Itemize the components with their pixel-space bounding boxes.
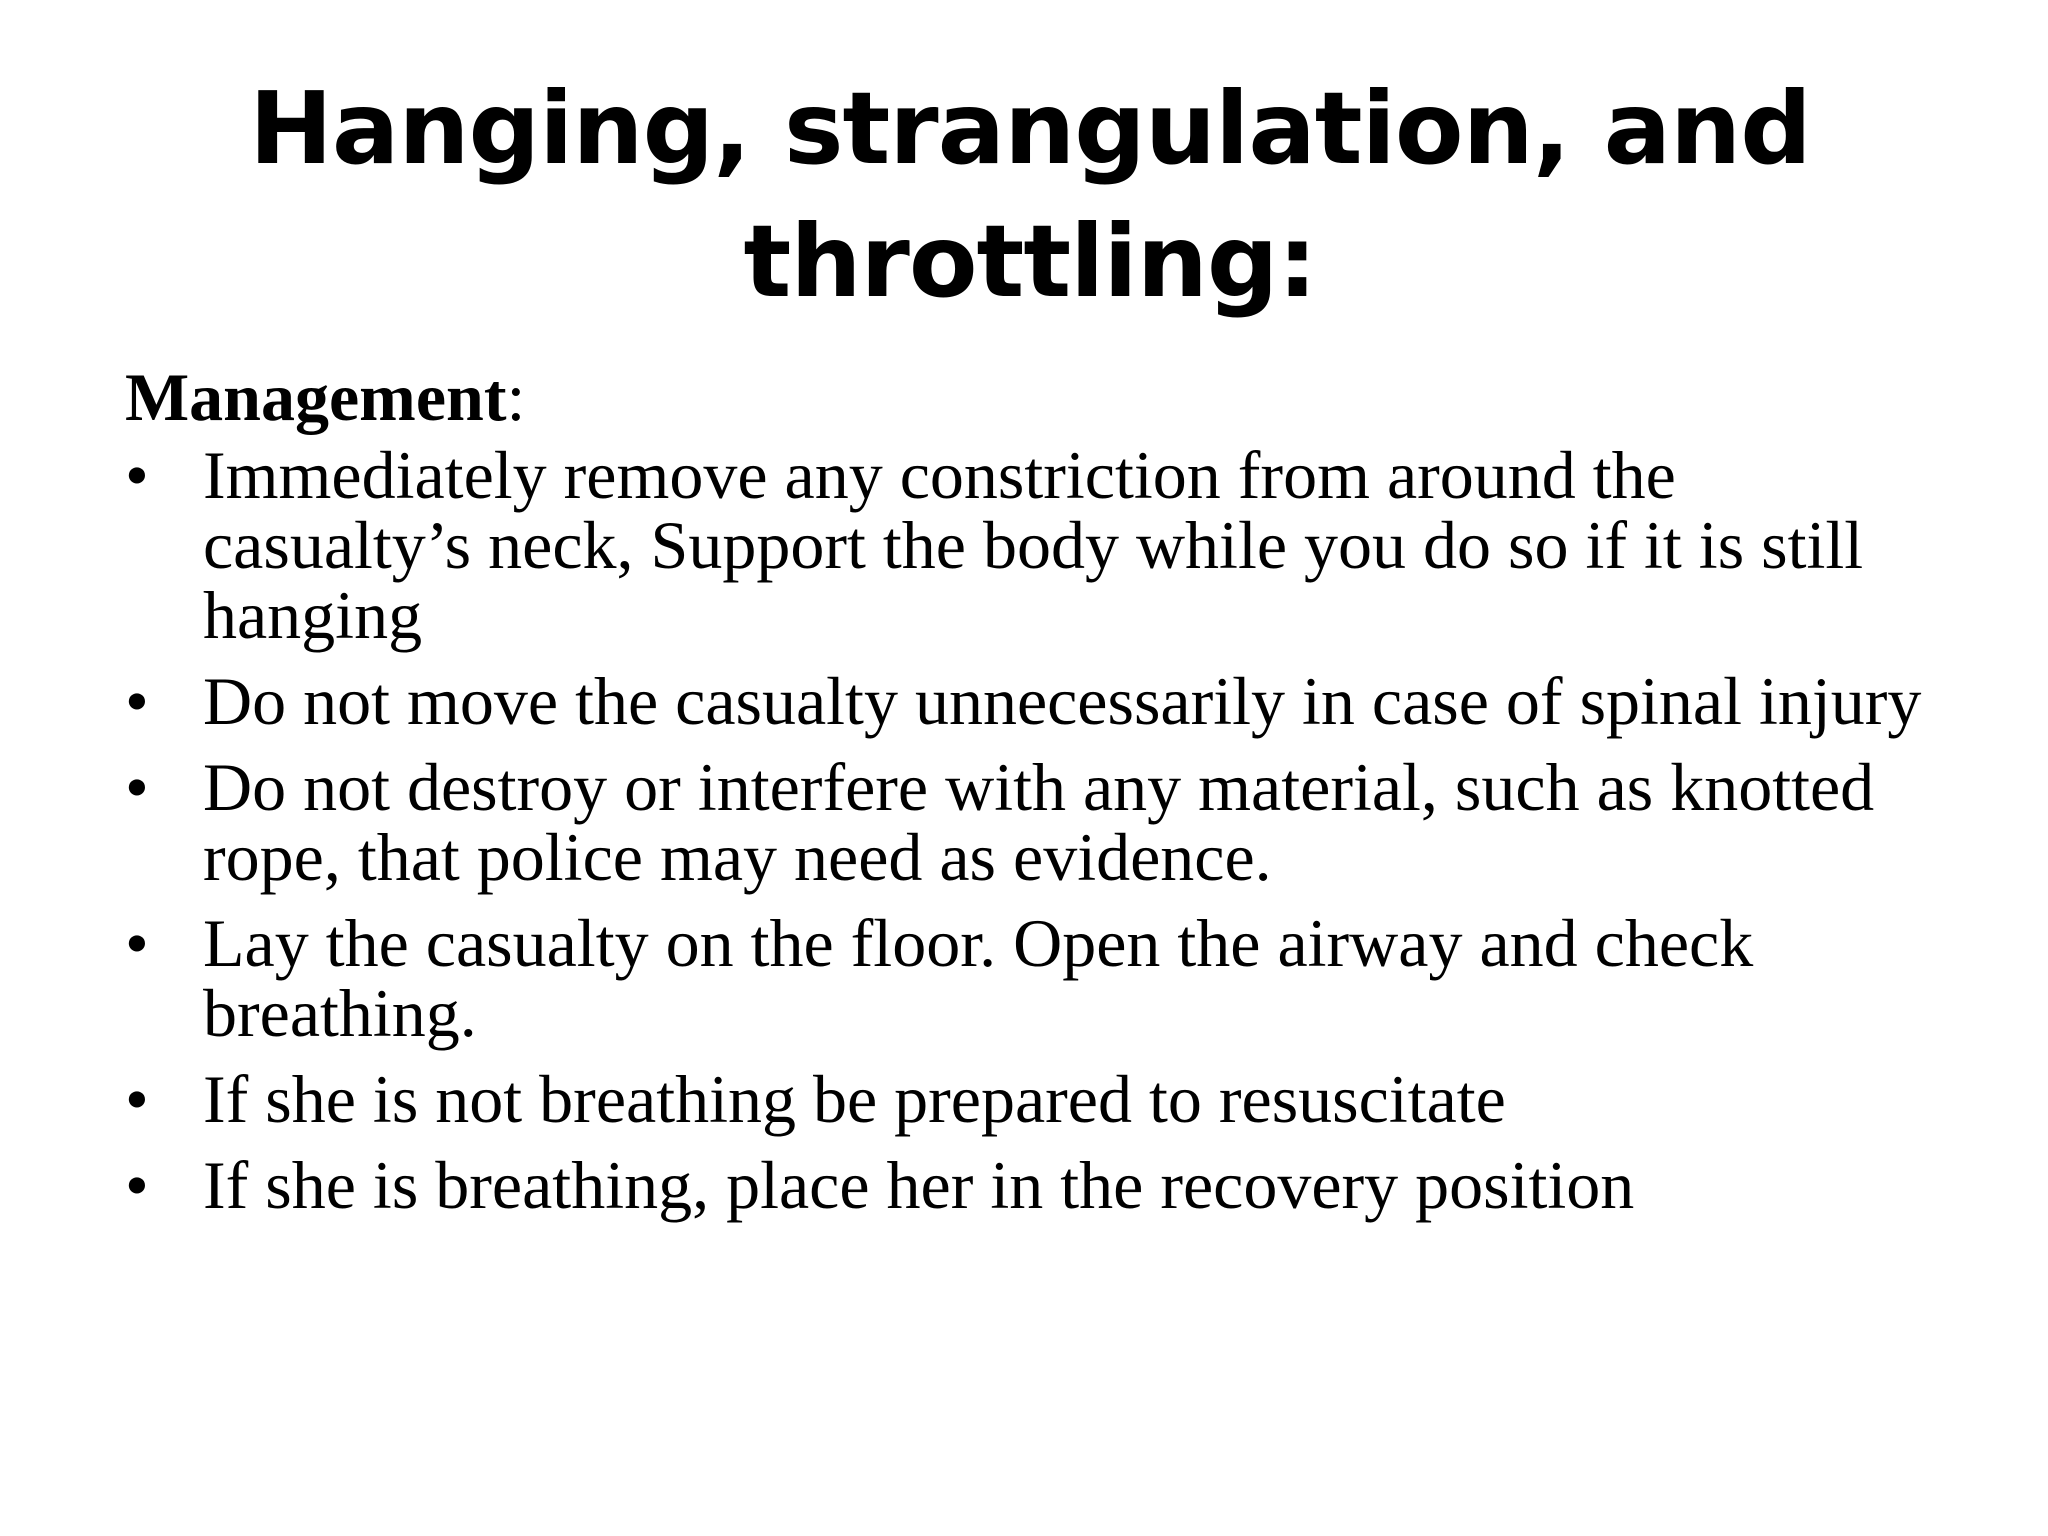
list-item-text: Do not move the casualty unnecessarily in case of spinal injury bbox=[203, 663, 1922, 739]
list-item bbox=[125, 905, 1955, 1051]
list-item-text: Do not destroy or interfere with any material, such as knotted rope, that police may need as evidence. bbox=[203, 749, 1875, 895]
bullet-icon: • bbox=[125, 749, 149, 825]
list-item bbox=[125, 437, 1955, 653]
list-item bbox=[125, 1147, 1955, 1223]
bullet-icon: • bbox=[125, 1061, 149, 1137]
list-item-text: If she is breathing, place her in the recovery position bbox=[203, 1147, 1635, 1223]
bullet-icon: • bbox=[125, 663, 149, 739]
bullet-icon: • bbox=[125, 437, 149, 513]
list-item bbox=[125, 663, 1955, 739]
slide-body bbox=[125, 359, 1955, 1236]
bullet-icon: • bbox=[125, 1147, 149, 1223]
management-list bbox=[125, 437, 1955, 1223]
list-item-text: If she is not breathing be prepared to resuscitate bbox=[203, 1061, 1506, 1137]
list-item-text: Immediately remove any constriction from around the casualty’s neck, Support the body while you do so if it is still hanging bbox=[203, 437, 1864, 653]
list-item bbox=[125, 1061, 1955, 1137]
list-item-text: Lay the casualty on the floor. Open the airway and check breathing. bbox=[203, 905, 1754, 1051]
management-heading bbox=[125, 359, 1955, 435]
management-heading-label: Management bbox=[125, 359, 507, 435]
slide-title: Hanging, strangulation, and throttling: bbox=[249, 70, 1811, 320]
management-heading-colon: : bbox=[506, 359, 526, 435]
bullet-icon: • bbox=[125, 905, 149, 981]
list-item bbox=[125, 749, 1955, 895]
